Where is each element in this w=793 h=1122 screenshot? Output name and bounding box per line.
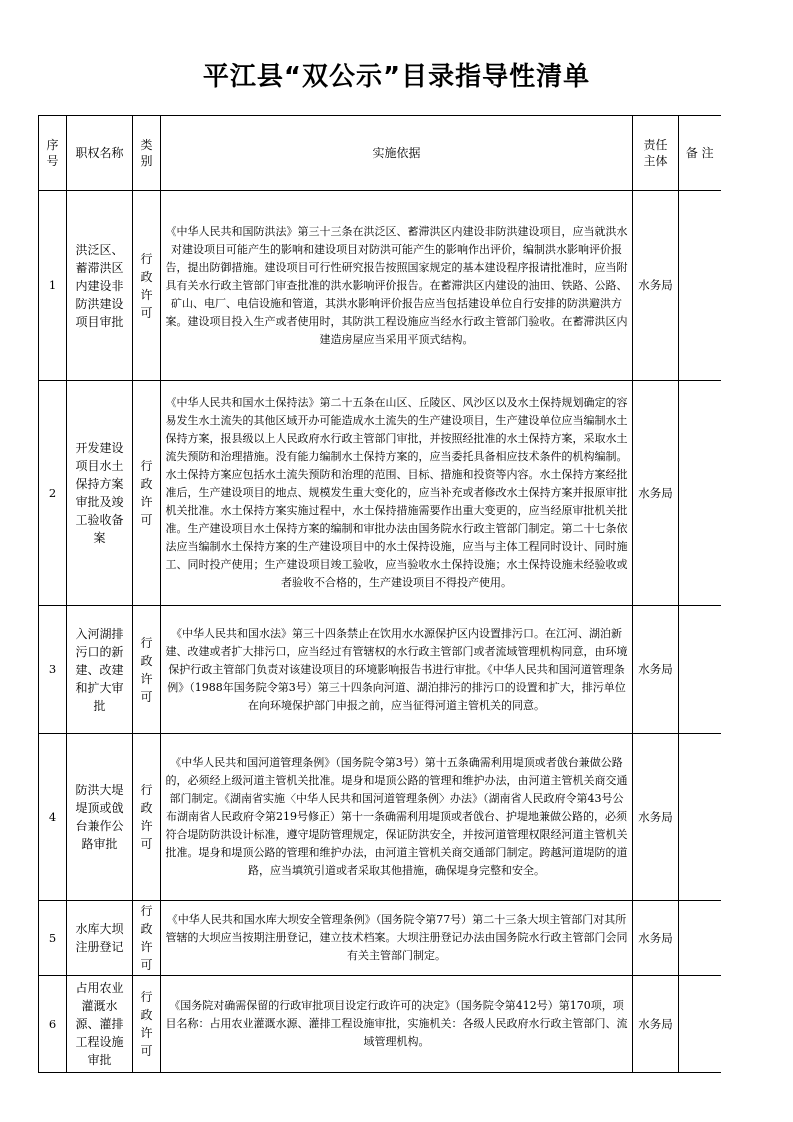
table-row	[39, 191, 721, 381]
row-seq: 2	[39, 381, 67, 606]
header-resp: 责任主体	[633, 116, 679, 191]
row-seq: 4	[39, 734, 67, 901]
table-row	[39, 734, 721, 901]
row-note	[679, 606, 721, 734]
row-type: 行政许可	[133, 734, 161, 901]
header-basis: 实施依据	[161, 116, 633, 191]
row-note	[679, 976, 721, 1073]
row-name: 洪泛区、蓄滞洪区内建设非防洪建设项目审批	[67, 191, 133, 381]
table-header-row	[39, 116, 721, 191]
table-row	[39, 901, 721, 976]
row-type: 行政许可	[133, 976, 161, 1073]
row-resp: 水务局	[633, 976, 679, 1073]
row-name: 水库大坝注册登记	[67, 901, 133, 976]
row-resp: 水务局	[633, 191, 679, 381]
header-seq: 序号	[39, 116, 67, 191]
row-name: 开发建设项目水土保持方案审批及竣工验收备案	[67, 381, 133, 606]
row-note	[679, 734, 721, 901]
table-row	[39, 976, 721, 1073]
row-type: 行政许可	[133, 381, 161, 606]
row-basis: 《中华人民共和国防洪法》第三十三条在洪泛区、蓄滞洪区内建设非防洪建设项目，应当就洪水对建设项目可能产生的影响和建设项目对防洪可能产生的影响作出评价，编制洪水影响评价报告，提出防御措施。建设项目可行性研究报告按照国家规定的基本建设程序报请批准时，应当附具有关水行政主管部门审查批准的洪水影响评价报告。在蓄滞洪区内建设的油田、铁路、公路、矿山、电厂、电信设施和管道，其洪水影响评价报告应当包括建设单位自行安排的防洪避洪方案。建设项目投入生产或者使用时，其防洪工程设施应当经水行政主管部门验收。在蓄滞洪区内建造房屋应当采用平顶式结构。	[161, 191, 633, 381]
header-name: 职权名称	[67, 116, 133, 191]
row-note	[679, 901, 721, 976]
row-resp: 水务局	[633, 734, 679, 901]
header-note: 备 注	[679, 116, 721, 191]
row-name: 防洪大堤堤顶或戗台兼作公路审批	[67, 734, 133, 901]
row-seq: 3	[39, 606, 67, 734]
row-note	[679, 381, 721, 606]
row-resp: 水务局	[633, 381, 679, 606]
row-seq: 5	[39, 901, 67, 976]
row-basis: 《中华人民共和国水库大坝安全管理条例》（国务院令第77号）第二十三条大坝主管部门对其所管辖的大坝应当按期注册登记，建立技术档案。大坝注册登记办法由国务院水行政主管部门会同有关主管部门制定。	[161, 901, 633, 976]
header-type: 类别	[133, 116, 161, 191]
row-type: 行政许可	[133, 901, 161, 976]
row-resp: 水务局	[633, 606, 679, 734]
page-title: 平江县“双公示”目录指导性清单	[202, 62, 591, 92]
row-note	[679, 191, 721, 381]
row-seq: 6	[39, 976, 67, 1073]
row-basis: 《国务院对确需保留的行政审批项目设定行政许可的决定》（国务院令第412号）第170项，项目名称：占用农业灌溉水源、灌排工程设施审批，实施机关：各级人民政府水行政主管部门、流域管理机构。	[161, 976, 633, 1073]
directory-table	[38, 115, 721, 1073]
row-basis: 《中华人民共和国河道管理条例》（国务院令第3号）第十五条确需利用堤顶或者戗台兼做公路的，必须经上级河道主管机关批准。堤身和堤顶公路的管理和维护办法，由河道主管机关商交通部门制定。《湖南省实施〈中华人民共和国河道管理条例〉办法》（湖南省人民政府令第43号公布湖南省人民政府令第219号修正）第十一条确需利用堤顶或者戗台、护堤地兼做公路的，必须符合堤防防洪设计标准，遵守堤防管理规定，保证防洪安全，并按河道管理权限经河道主管机关批准。堤身和堤顶公路的管理和维护办法，由河道主管机关商交通部门制定。跨越河道堤防的道路，应当填筑引道或者采取其他措施，确保堤身完整和安全。	[161, 734, 633, 901]
row-basis: 《中华人民共和国水土保持法》第二十五条在山区、丘陵区、风沙区以及水土保持规划确定的容易发生水土流失的其他区域开办可能造成水土流失的生产建设项目，生产建设单位应当编制水土保持方案，报县级以上人民政府水行政主管部门审批，并按照经批准的水土保持方案，采取水土流失预防和治理措施。没有能力编制水土保持方案的，应当委托具备相应技术条件的机构编制。水土保持方案应包括水土流失预防和治理的范围、目标、措施和投资等内容。水土保持方案经批准后，生产建设项目的地点、规模发生重大变化的，应当补充或者修改水土保持方案并报原审批机关批准。水土保持方案实施过程中，水土保持措施需要作出重大变更的，应当经原审批机关批准。生产建设项目水土保持方案的编制和审批办法由国务院水行政主管部门制定。第二十七条依法应当编制水土保持方案的生产建设项目中的水土保持设施，应当与主体工程同时设计、同时施工、同时投产使用；生产建设项目竣工验收，应当验收水土保持设施；水土保持设施未经验收或者验收不合格的，生产建设项目不得投产使用。	[161, 381, 633, 606]
row-seq: 1	[39, 191, 67, 381]
table-row	[39, 381, 721, 606]
row-basis: 《中华人民共和国水法》第三十四条禁止在饮用水水源保护区内设置排污口。在江河、湖泊新建、改建或者扩大排污口，应当经过有管辖权的水行政主管部门或者流域管理机构同意，由环境保护行政主管部门负责对该建设项目的环境影响报告书进行审批。《中华人民共和国河道管理条例》（1988年国务院令第3号）第三十四条向河道、湖泊排污的排污口的设置和扩大，排污单位在向环境保护部门申报之前，应当征得河道主管机关的同意。	[161, 606, 633, 734]
row-resp: 水务局	[633, 901, 679, 976]
row-name: 入河湖排污口的新建、改建和扩大审批	[67, 606, 133, 734]
table-row	[39, 606, 721, 734]
row-type: 行政许可	[133, 606, 161, 734]
row-type: 行政许可	[133, 191, 161, 381]
row-name: 占用农业灌溉水源、灌排工程设施审批	[67, 976, 133, 1073]
